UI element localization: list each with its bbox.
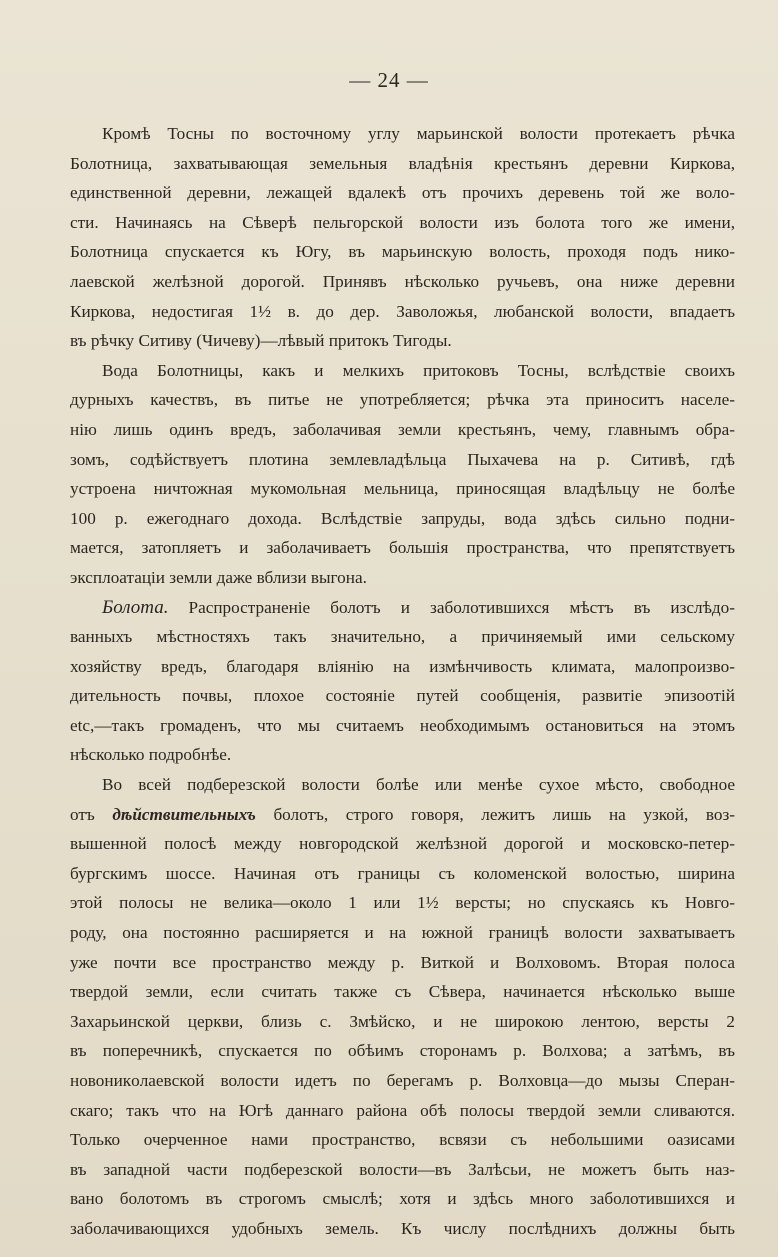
text-line: Вода Болотницы, какъ и мелкихъ притоковъ Тосны, вслѣдствіе своихъ [102, 360, 735, 380]
text-line: роду, она постоянно расширяется и на южной границѣ волости захватываетъ [70, 923, 735, 943]
body-text [70, 119, 735, 1244]
section-heading: Болота. [102, 596, 169, 618]
text-line: твердой земли, если считать также съ Сѣвера, начинается нѣсколько выше [70, 982, 735, 1002]
text-line: Болотница, захватывающая земельныя владѣнія крестьянъ деревни Киркова, [70, 153, 735, 173]
text-line: нѣсколько подробнѣе. [70, 745, 232, 765]
text-line: Только очерченное нами пространство, всвязи съ небольшими оазисами [70, 1130, 735, 1150]
paragraph-podberezskaya [70, 770, 735, 1244]
page-number: — 24 — [349, 68, 429, 92]
text-line: этой полосы не велика—около 1 или 1½ версты; но спускаясь къ Новго- [70, 893, 735, 913]
text-line: въ поперечникѣ, спускается по обѣимъ сторонамъ р. Волхова; а затѣмъ, въ [70, 1041, 735, 1061]
text-line: etc,—такъ громаденъ, что мы считаемъ необходимымъ остановиться на этомъ [70, 715, 735, 735]
text-line: Киркова, недостигая 1½ в. до дер. Заволожья, любанской волости, впадаетъ [70, 301, 735, 321]
paragraph-tosna-boltnitsa [70, 119, 735, 356]
emphasized-word: дѣйствительныхъ [112, 804, 256, 824]
text-line: эксплоатаціи земли даже вблизи выгона. [70, 567, 367, 587]
text-line: скаго; такъ что на Югѣ даннаго района обѣ полосы твердой земли сливаются. [70, 1100, 735, 1120]
text-line: Захарьинской церкви, близь с. Змѣйско, и не широкою лентою, версты 2 [70, 1011, 735, 1031]
text-line: въ рѣчку Ситиву (Чичеву)—лѣвый притокъ Тигоды. [70, 331, 452, 351]
text-line: въ западной части подберезской волости—въ Залѣсьи, не можетъ быть наз- [70, 1159, 735, 1179]
text-line: Кромѣ Тосны по восточному углу марьинской волости протекаетъ рѣчка [102, 124, 735, 143]
text-line: дительность почвы, плохое состояніе путей сообщенія, развитіе эпизоотій [70, 686, 735, 706]
text-line [70, 593, 735, 623]
text-line: заболачивающихся удобныхъ земель. Къ числу послѣднихъ должны быть [70, 1218, 735, 1238]
paragraph-swamps [70, 593, 735, 771]
text-line: устроена ничтожная мукомольная мельница, приносящая владѣльцу не болѣе [70, 479, 735, 499]
text-line: дурныхъ качествъ, въ питье не употребляется; рѣчка эта приноситъ населе- [70, 390, 735, 410]
text-line: лаевской желѣзной дорогой. Принявъ нѣсколько ручьевъ, она ниже деревни [70, 271, 735, 291]
text-line-rest: Распространеніе болотъ и заболотившихся мѣстъ въ изслѣдо- [168, 597, 735, 617]
text-line: вано болотомъ въ строгомъ смыслѣ; хотя и здѣсь много заболотившихся и [70, 1189, 735, 1209]
text-line: отъ дѣйствительныхъ болотъ, строго говоря, лежитъ лишь на узкой, воз- [70, 804, 735, 824]
text-line: вышенной полосѣ между новгородской желѣзной дорогой и московско-петер- [70, 834, 735, 854]
text-line: единственной деревни, лежащей вдалекѣ отъ прочихъ деревень той же воло- [70, 183, 735, 203]
text-line: сти. Начинаясь на Сѣверѣ пельгорской волости изъ болота того же имени, [70, 212, 735, 232]
text-line: бургскимъ шоссе. Начиная отъ границы съ коломенской волостью, ширина [70, 863, 735, 883]
text-line: нію лишь одинъ вредъ, заболачивая земли крестьянъ, чему, главнымъ обра- [70, 419, 735, 439]
text-line: хозяйству вредъ, благодаря вліянію на измѣнчивость климата, малопроизво- [70, 656, 735, 676]
text-line: ванныхъ мѣстностяхъ такъ значительно, а причиняемый ими сельскому [70, 627, 735, 647]
text-line: зомъ, содѣйствуетъ плотина землевладѣльца Пыхачева на р. Ситивѣ, гдѣ [70, 449, 735, 469]
text-line: уже почти все пространство между р. Виткой и Волховомъ. Вторая полоса [70, 952, 735, 972]
text-line: новоникoлаевской волости идетъ по берегамъ р. Волховца—до мызы Сперан- [70, 1071, 735, 1090]
text-line: Болотница спускается къ Югу, въ марьинскую волость, проходя подъ нико- [70, 242, 735, 262]
text-line: 100 р. ежегоднаго дохода. Вслѣдствіе запруды, вода здѣсь сильно подни- [70, 508, 735, 528]
text-line: мается, затопляетъ и заболачиваетъ большія пространства, что препятствуетъ [70, 538, 735, 558]
paragraph-water-quality [70, 356, 735, 593]
text-line: Во всей подберезской волости болѣе или менѣе сухое мѣсто, свободное [102, 775, 735, 795]
